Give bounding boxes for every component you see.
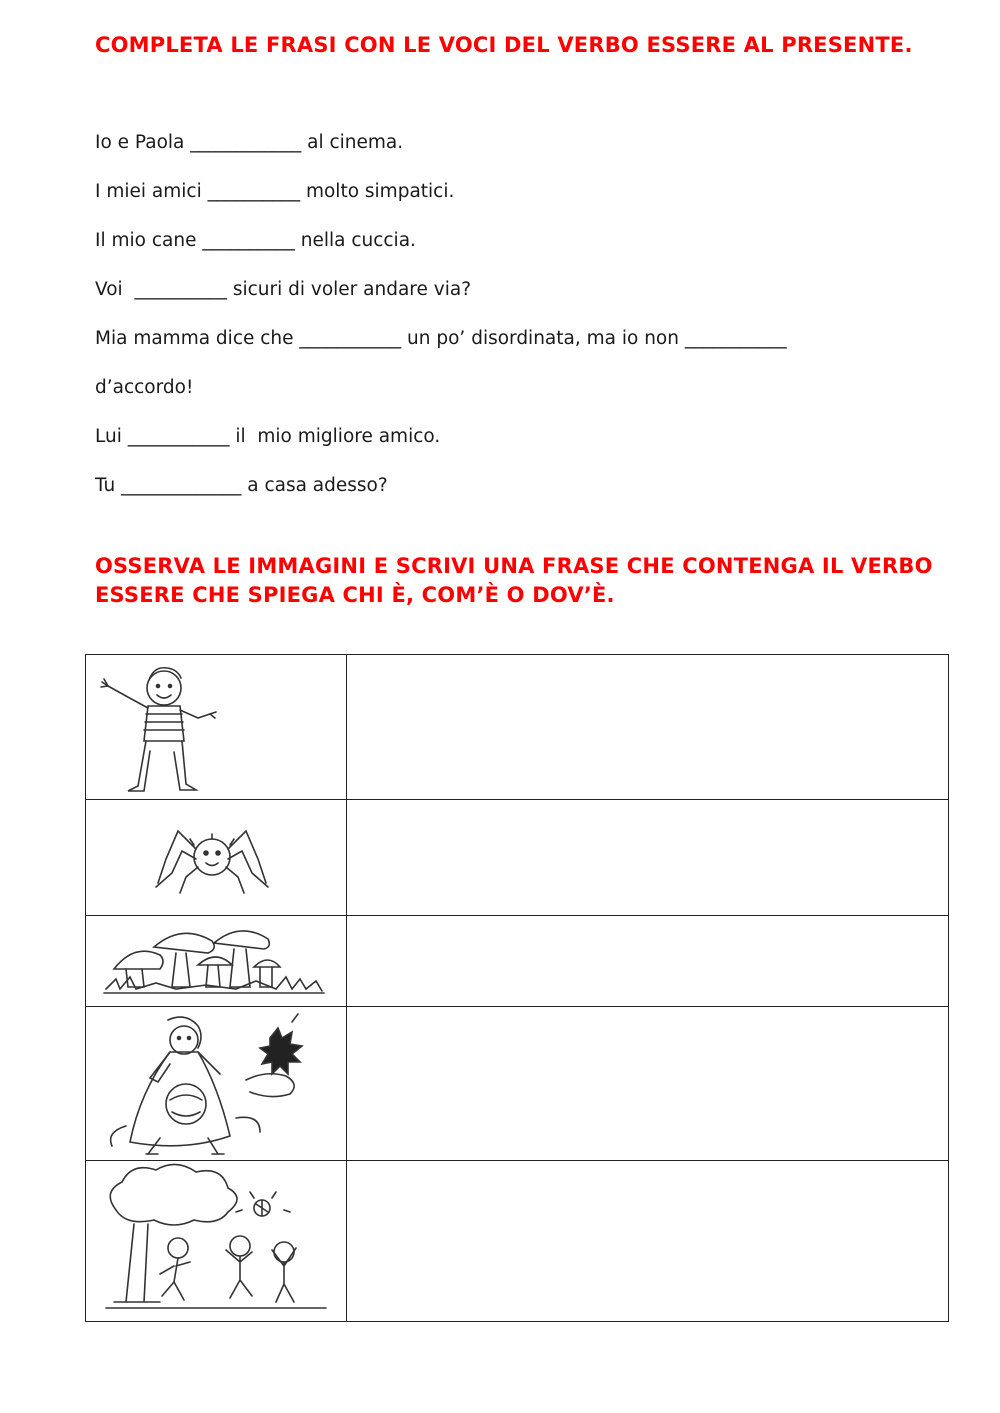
- answer-write-area[interactable]: [347, 800, 949, 916]
- answer-row: [86, 1007, 949, 1161]
- sentence-2: I miei amici __________ molto simpatici.: [95, 181, 455, 202]
- image-cell: [86, 655, 347, 800]
- sentence-4: Voi __________ sicuri di voler andare via?: [95, 279, 472, 300]
- image-cell: [86, 1161, 347, 1322]
- exercise1-title: COMPLETA LE FRASI CON LE VOCI DEL VERBO ESSERE AL PRESENTE.: [95, 33, 913, 57]
- answer-write-area[interactable]: [347, 916, 949, 1007]
- answer-table: [85, 654, 949, 1322]
- answer-row: [86, 916, 949, 1007]
- sentence-5-continued: d’accordo!: [95, 377, 194, 398]
- mushrooms-drawing: [86, 917, 346, 1006]
- answer-write-area[interactable]: [347, 655, 949, 800]
- sentence-6: Lui ___________ il mio migliore amico.: [95, 426, 441, 447]
- answer-write-area[interactable]: [347, 1007, 949, 1161]
- boy-waving-drawing: [86, 656, 346, 799]
- answer-row: [86, 800, 949, 916]
- answer-row: [86, 1161, 949, 1322]
- spider-drawing: [86, 801, 346, 915]
- sentence-3: Il mio cane __________ nella cuccia.: [95, 230, 416, 251]
- sentence-1: Io e Paola ____________ al cinema.: [95, 132, 404, 153]
- image-cell: [86, 916, 347, 1007]
- image-cell: [86, 1007, 347, 1161]
- children-playing-under-tree-drawing: [86, 1162, 346, 1321]
- answer-row: [86, 655, 949, 800]
- little-red-riding-hood-and-wolf-drawing: [86, 1008, 346, 1160]
- image-cell: [86, 800, 347, 916]
- answer-write-area[interactable]: [347, 1161, 949, 1322]
- sentence-5: Mia mamma dice che ___________ un po’ disordinata, ma io non ___________: [95, 328, 787, 349]
- exercise2-title: OSSERVA LE IMMAGINI E SCRIVI UNA FRASE CHE CONTENGA IL VERBO ESSERE CHE SPIEGA CHI È, COM’È O DOV’È.: [95, 554, 933, 607]
- sentence-7: Tu _____________ a casa adesso?: [95, 475, 388, 496]
